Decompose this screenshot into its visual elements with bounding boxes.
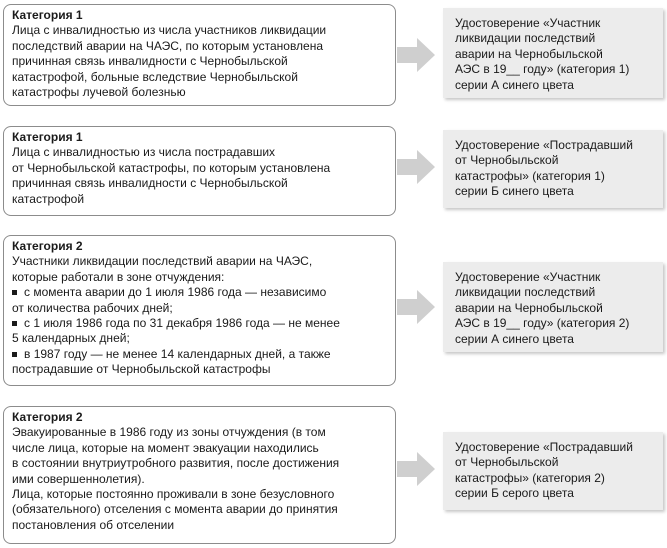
certificate-line: аварии на Чернобыльской: [455, 300, 603, 315]
category-title: Категория 2: [12, 410, 83, 424]
description-line: постановления об отселении: [12, 517, 175, 532]
certificate-line: Удостоверение «Пострадавший: [455, 440, 633, 454]
arrow-right-icon: [397, 38, 435, 72]
list-item: [12, 347, 387, 378]
category-box-4: [3, 406, 396, 544]
description-line: катастрофы лучевой болезнью: [12, 85, 186, 100]
bullet-text: с момента аварии до 1 июля 1986 года — независимо: [24, 285, 327, 300]
description-line: Лица, которые постоянно проживали в зоне безусловного: [12, 487, 335, 502]
certificate-line: катастрофы» (категория 1): [455, 168, 605, 183]
description-line: последствий аварии на ЧАЭС, по которым установлена: [12, 38, 324, 53]
list-item: [12, 316, 387, 347]
certificate-line: серии А синего цвета: [455, 331, 574, 346]
list-item: [12, 285, 387, 316]
description-line: катастрофой, больные вследствие Чернобыльской: [12, 69, 298, 84]
description-line: Лица с инвалидностью из числа участников ликвидации: [12, 23, 327, 38]
bullet-text: 5 календарных дней;: [12, 331, 130, 346]
description-line: Эвакуированные в 1986 году из зоны отчуждения (в том: [12, 425, 326, 440]
bullet-text: в 1987 году — не менее 14 календарных дней, а также: [24, 346, 331, 361]
description-line: причинная связь инвалидности с Чернобыльской: [12, 54, 288, 69]
certificate-line: Удостоверение «Пострадавший: [455, 138, 633, 152]
certificate-box-2: [443, 130, 663, 208]
category-title: Категория 1: [12, 130, 83, 144]
certificate-line: серии Б серого цвета: [455, 486, 574, 501]
description-line: от Чернобыльской катастрофы, по которым установлена: [12, 160, 331, 175]
certificate-line: от Чернобыльской: [455, 455, 559, 470]
certificate-line: серии Б синего цвета: [455, 184, 574, 199]
description-line: Лица с инвалидностью из числа пострадавших: [12, 145, 276, 160]
bullet-text: пострадавшие от Чернобыльской катастрофы: [12, 362, 271, 377]
description-line: которые работали в зоне отчуждения:: [12, 269, 225, 284]
certificate-line: катастрофы» (категория 2): [455, 470, 605, 485]
description-line: Участники ликвидации последствий аварии на ЧАЭС,: [12, 254, 313, 269]
category-title: Категория 1: [12, 8, 83, 22]
certificate-line: АЭС в 19__ году» (категория 1): [455, 62, 630, 77]
description-line: причинная связь инвалидности с Чернобыльской: [12, 176, 288, 191]
certificate-line: ликвидации последствий: [455, 285, 596, 300]
certificate-line: от Чернобыльской: [455, 153, 559, 168]
description-line: (обязательного) отселения с момента аварии до принятия: [12, 502, 338, 517]
description-line: катастрофой: [12, 191, 85, 206]
category-box-1: [3, 4, 396, 106]
square-bullet-icon: [12, 352, 17, 357]
certificate-line: аварии на Чернобыльской: [455, 46, 603, 61]
bullet-text: от количества рабочих дней;: [12, 300, 173, 315]
certificate-line: Удостоверение «Участник: [455, 270, 601, 284]
bullet-list: [12, 285, 387, 377]
certificate-box-4: [443, 432, 663, 510]
certificate-box-1: [443, 8, 663, 98]
arrow-right-icon: [397, 452, 435, 486]
category-box-2: [3, 126, 396, 216]
certificate-line: серии А синего цвета: [455, 77, 574, 92]
description-line: в состоянии внутриутробного развития, после достижения: [12, 456, 340, 471]
arrow-right-icon: [397, 290, 435, 324]
certificate-line: АЭС в 19__ году» (категория 2): [455, 316, 630, 331]
square-bullet-icon: [12, 290, 17, 295]
category-box-3: [3, 235, 396, 386]
square-bullet-icon: [12, 321, 17, 326]
description-line: числе лица, которые на момент эвакуации находились: [12, 440, 319, 455]
category-title: Категория 2: [12, 239, 83, 253]
bullet-text: с 1 июля 1986 года по 31 декабря 1986 года — не менее: [24, 316, 340, 331]
description-line: ими совершеннолетия).: [12, 471, 145, 486]
arrow-right-icon: [397, 150, 435, 184]
certificate-line: Удостоверение «Участник: [455, 16, 601, 30]
certificate-line: ликвидации последствий: [455, 31, 596, 46]
certificate-box-3: [443, 262, 663, 352]
